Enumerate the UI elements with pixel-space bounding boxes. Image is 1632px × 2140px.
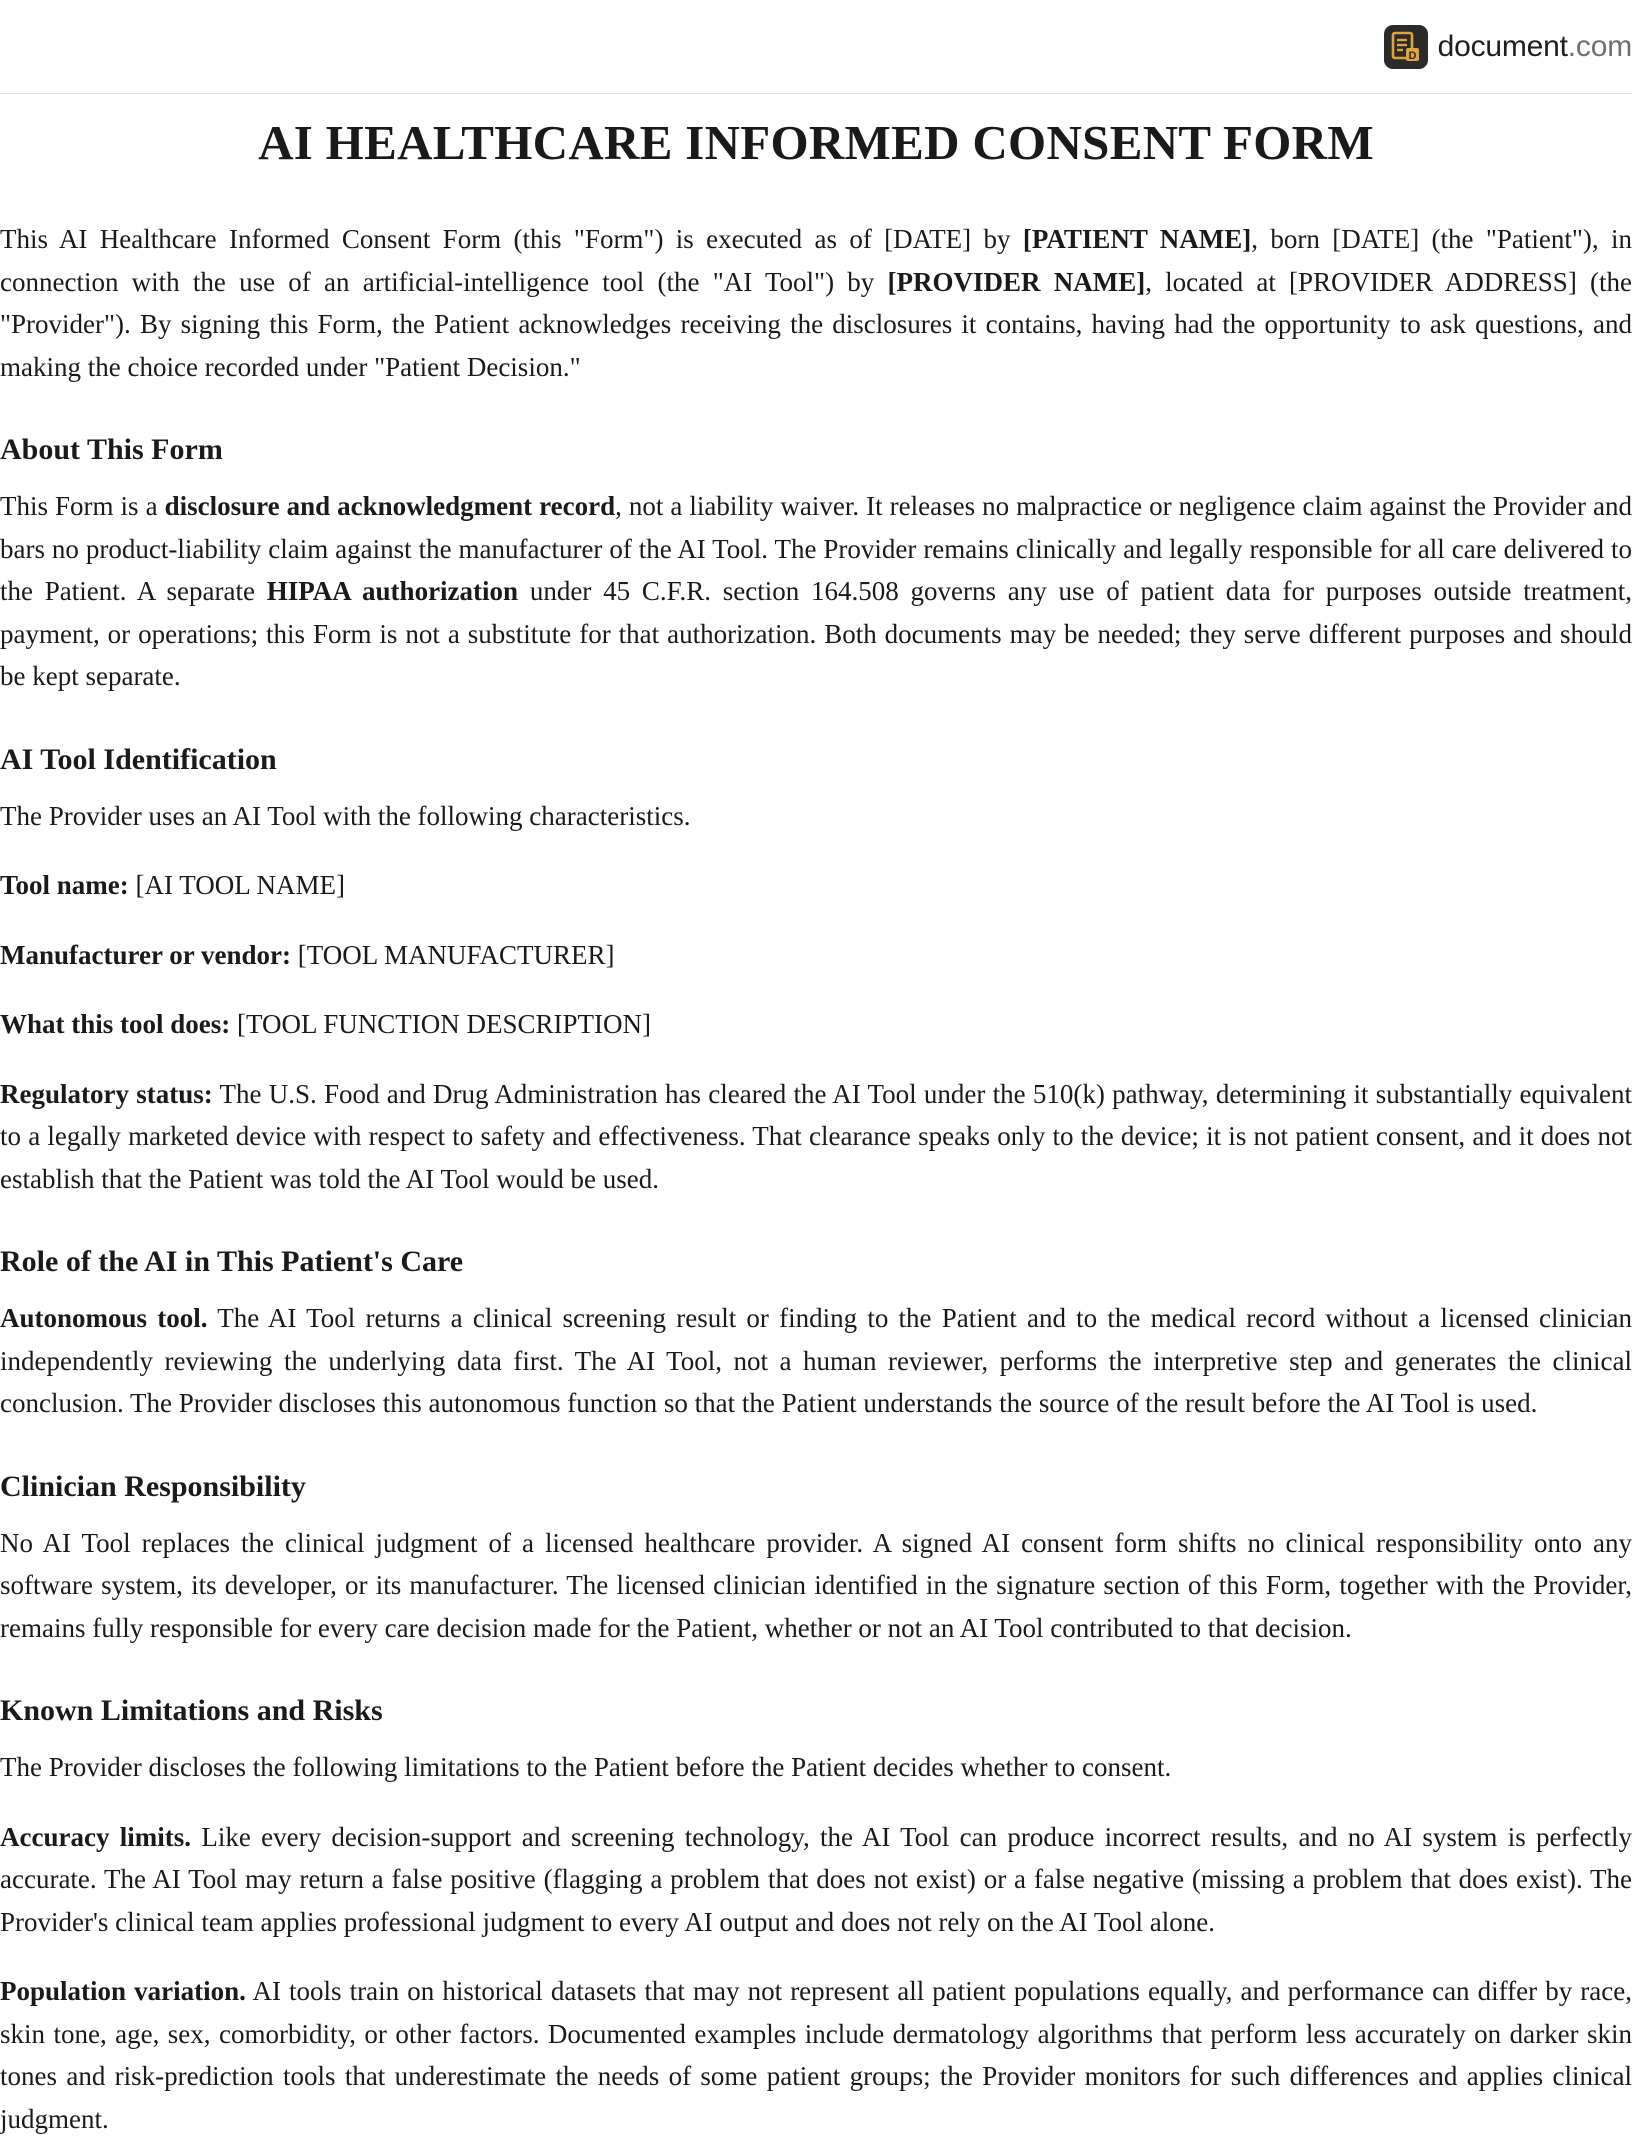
page-title: AI HEALTHCARE INFORMED CONSENT FORM (258, 115, 1374, 170)
section-heading-role: Role of the AI in This Patient's Care (0, 1245, 464, 1278)
tool-intro: The Provider uses an AI Tool with the following characteristics. (0, 800, 691, 831)
document-body (0, 112, 1632, 2140)
field-manufacturer: Manufacturer or vendor: [TOOL MANUFACTURER] (0, 939, 615, 970)
accuracy-paragraph: Accuracy limits. Like every decision-support and screening technology, the AI Tool can produce incorrect results, and no AI system is perfectly accurate. The AI Tool may return a false positive (flagging a problem that does not exist) or a false negative (missing a problem that does exist). The Provider's clinical team applies professional judgment to every AI output and does not rely on the AI Tool alone. (0, 1821, 1632, 1937)
role-paragraph: Autonomous tool. The AI Tool returns a clinical screening result or finding to the Patient and to the medical record without a licensed clinician independently reviewing the underlying data first. The AI Tool, not a human reviewer, performs the interpretive step and generates the clinical conclusion. The Provider discloses this autonomous function so that the Patient understands the source of the result before the AI Tool is used. (0, 1303, 1632, 1418)
field-function: What this tool does: [TOOL FUNCTION DESCRIPTION] (0, 1009, 652, 1039)
limitations-intro: The Provider discloses the following limitations to the Patient before the Patient decides whether to consent. (0, 1752, 1172, 1782)
clinician-paragraph: No AI Tool replaces the clinical judgment of a licensed healthcare provider. A signed AI consent form shifts no clinical responsibility onto any software system, its developer, or its manufacturer. The licensed clinician identified in the signature section of this Form, together with the Provider, remains fully responsible for every care decision made for the Patient, whether or not an AI Tool contributed to that decision. (0, 1527, 1632, 1643)
field-tool-name: Tool name: [AI TOOL NAME] (0, 870, 345, 900)
top-bar (0, 0, 1632, 94)
svg-text:D: D (1408, 50, 1417, 62)
document-logo-icon (1384, 25, 1428, 69)
field-regulatory-status: Regulatory status: The U.S. Food and Drug Administration has cleared the AI Tool under the 510(k) pathway, determining it substantially equivalent to a legally marketed device with respect to safety and effectiveness. That clearance speaks only to the device; it is not patient consent, and it does not establish that the Patient was told the AI Tool would be used. (0, 1078, 1632, 1194)
section-heading-about: About This Form (0, 433, 223, 466)
section-heading-tool: AI Tool Identification (0, 742, 277, 776)
site-logo[interactable] (1384, 24, 1632, 70)
section-heading-limitations: Known Limitations and Risks (0, 1694, 383, 1727)
about-paragraph: This Form is a disclosure and acknowledgment record, not a liability waiver. It releases no malpractice or negligence claim against the Provider and bars no product-liability claim against the manufacturer of the AI Tool. The Provider remains clinically and legally responsible for all care delivered to the Patient. A separate HIPAA authorization under 45 C.F.R. section 164.508 governs any use of patient data for purposes outside treatment, payment, or operations; this Form is not a substitute for that authorization. Both documents may be needed; they serve different purposes and should be kept separate. (0, 491, 1632, 691)
intro-paragraph: This AI Healthcare Informed Consent Form (this "Form") is executed as of [DATE] by [PATIENT NAME], born [DATE] (the "Patient"), in connection with the use of an artificial-intelligence tool (the "AI Tool") by [PROVIDER NAME], located at [PROVIDER ADDRESS] (the "Provider"). By signing this Form, the Patient acknowledges receiving the disclosures it contains, having had the opportunity to ask questions, and making the choice recorded under "Patient Decision." (0, 224, 1632, 382)
section-heading-clinician: Clinician Responsibility (0, 1469, 306, 1503)
population-paragraph: Population variation. AI tools train on historical datasets that may not represent all patient populations equally, and performance can differ by race, skin tone, age, sex, comorbidity, or other factors. Documented examples include dermatology algorithms that perform less accurately on darker skin tones and risk-prediction tools that underestimate the needs of some patient groups; the Provider monitors for such differences and applies clinical judgment. (0, 1976, 1632, 2134)
logo-text: document.com (1437, 30, 1632, 63)
